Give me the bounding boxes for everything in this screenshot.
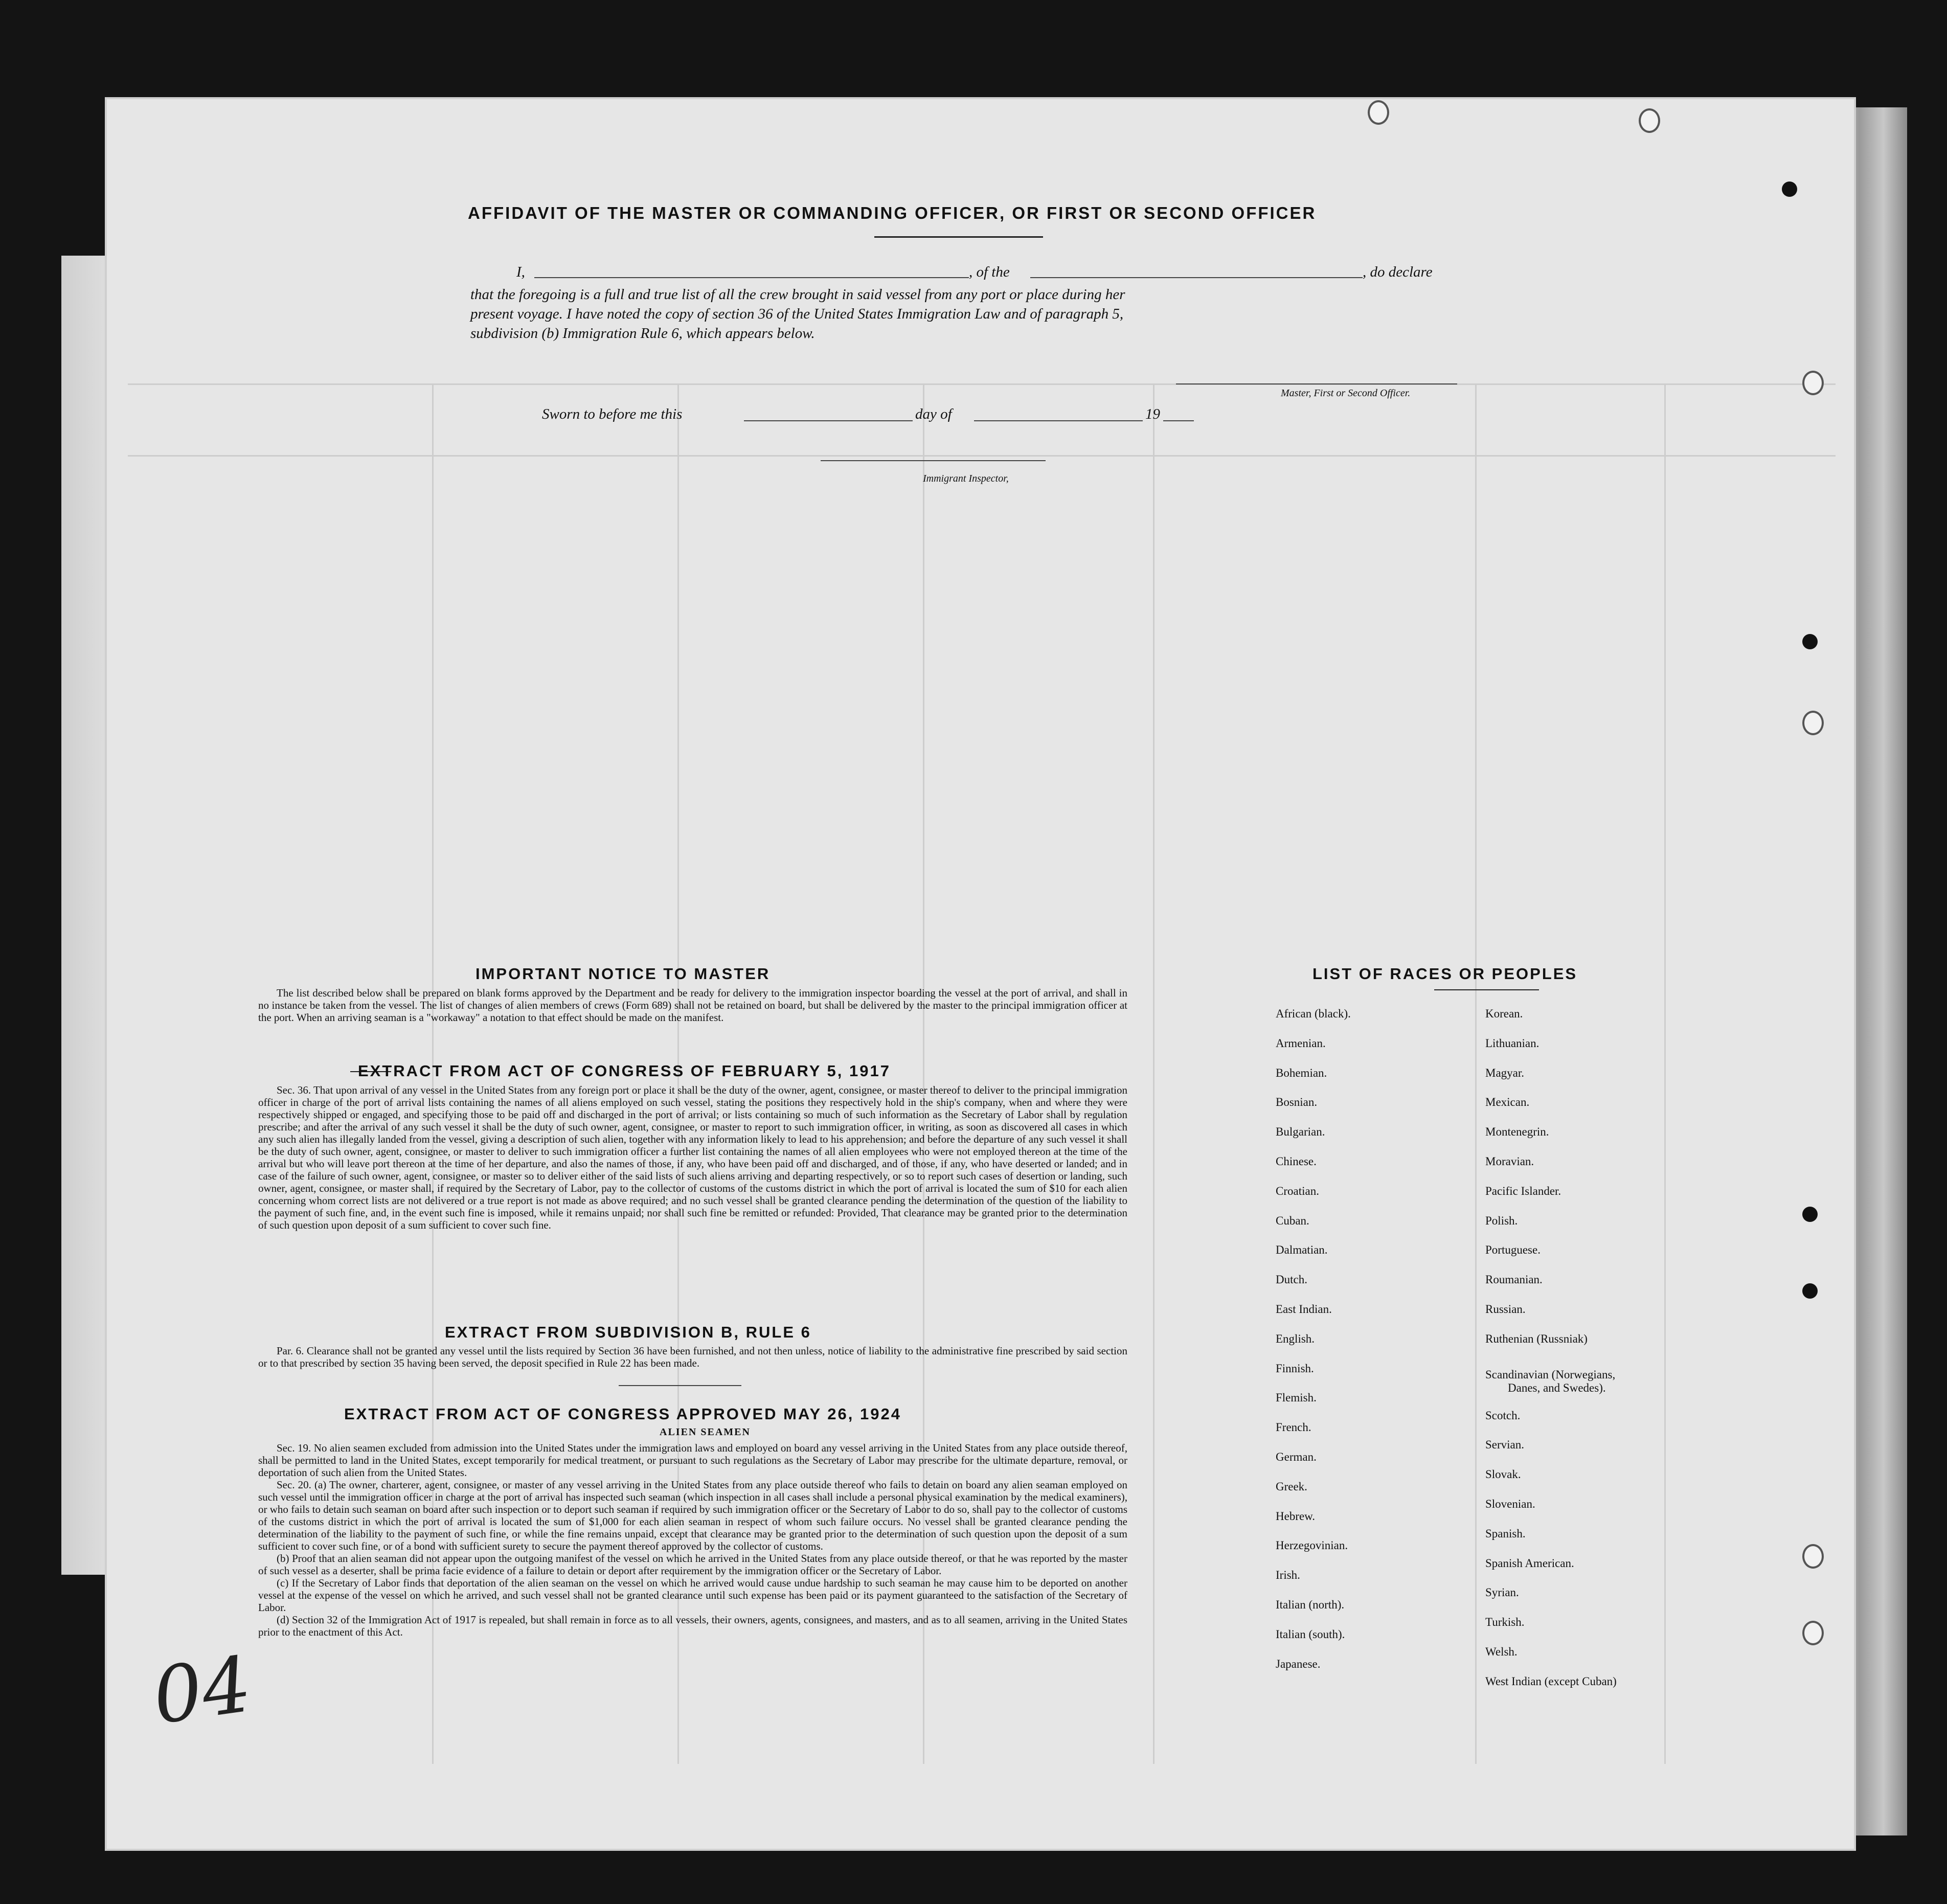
race-item: Irish.	[1276, 1569, 1300, 1582]
race-item: Spanish American.	[1485, 1556, 1574, 1570]
race-item: Syrian.	[1485, 1586, 1519, 1599]
race-item: Italian (south).	[1276, 1627, 1345, 1641]
race-item: Lithuanian.	[1485, 1036, 1540, 1050]
races-title-rule	[1434, 989, 1539, 990]
vessel-blank-line	[1030, 277, 1363, 278]
inspector-caption: Immigrant Inspector,	[923, 473, 1009, 484]
affidavit-i-label: I,	[516, 264, 525, 280]
sworn-label: Sworn to before me this	[542, 406, 683, 422]
race-item: Magyar.	[1485, 1066, 1525, 1079]
affidavit-line-2: that the foregoing is a full and true list of all the crew brought in said vessel from any port or place during her	[470, 286, 1125, 303]
race-item: Servian.	[1485, 1438, 1525, 1452]
race-item: Portuguese.	[1485, 1243, 1541, 1257]
punch-hole	[1802, 1621, 1824, 1645]
race-item: Cuban.	[1276, 1214, 1309, 1227]
race-item: Slovak.	[1485, 1468, 1521, 1481]
race-item: Hebrew.	[1276, 1509, 1316, 1523]
affidavit-line-3: present voyage. I have noted the copy of section 36 of the United States Immigration Law and of paragraph 5,	[470, 306, 1124, 322]
extract-1924-para-3: (b) Proof that an alien seaman did not appear upon the outgoing manifest of the vessel on which he arrived in the United States from any place outside thereof, or that he was reported by the master of such vessel as a deserter, shall be prima facie evidence of a failure to detain or deport after requirement by the immigration officer or the Secretary of Labor.	[258, 1552, 1127, 1577]
race-item: West Indian (except Cuban)	[1485, 1674, 1617, 1688]
affidavit-declare-label: , do declare	[1363, 264, 1433, 280]
race-item: Chinese.	[1276, 1154, 1317, 1168]
extract-1917-title: EXTRACT FROM ACT OF CONGRESS OF FEBRUARY 5, 1917	[358, 1062, 891, 1080]
punch-hole	[1802, 1283, 1818, 1299]
extract-1924-subtitle: ALIEN SEAMEN	[660, 1426, 751, 1438]
race-item: Pacific Islander.	[1485, 1184, 1561, 1197]
race-item: Polish.	[1485, 1214, 1518, 1227]
officer-signature-line	[1176, 383, 1457, 384]
year-label: 19	[1145, 406, 1160, 422]
race-item: East Indian.	[1276, 1302, 1332, 1316]
race-item: Roumanian.	[1485, 1273, 1543, 1286]
punch-hole	[1802, 371, 1824, 395]
sworn-year-line	[1163, 420, 1194, 421]
race-item: German.	[1276, 1450, 1317, 1463]
race-item-scandinavian	[1485, 1362, 1617, 1409]
race-item-line: Scandinavian (Norwegians,	[1485, 1368, 1616, 1381]
document-page	[105, 97, 1856, 1851]
notice-text: The list described below shall be prepared on blank forms approved by the Department and be ready for delivery to the immigration inspector boarding the vessel at the port of arrival, and shall in no instance be taken from the vessel. The list of changes of alien members of crews (Form 689) shall not be retained on board, but shall be delivered by the master to the principal immigration officer at the port. When an arriving seaman is a "workaway" a notation to that effect should be made on the manifest.	[258, 987, 1127, 1024]
punch-hole	[1802, 1544, 1824, 1569]
race-item: French.	[1276, 1421, 1311, 1434]
punch-hole	[1639, 108, 1660, 133]
race-item: Dalmatian.	[1276, 1243, 1328, 1257]
race-item: Japanese.	[1276, 1657, 1321, 1670]
race-item: Scotch.	[1485, 1409, 1521, 1422]
extract-1924-para-5: (d) Section 32 of the Immigration Act of 1917 is repealed, but shall remain in force as to all vessels, their owners, agents, consignees, and masters, and as to all seamen, arriving in the United States prior to the enactment of this Act.	[258, 1614, 1127, 1638]
race-item: Armenian.	[1276, 1036, 1326, 1050]
inspector-signature-line	[821, 460, 1046, 461]
race-item: Ruthenian (Russniak)	[1485, 1332, 1588, 1345]
extract-1924-para-4: (c) If the Secretary of Labor finds that deportation of the alien seaman on the vessel on which he arrived would cause undue hardship to such seaman he may cause him to be deported on another vessel at the expense of the vessel on which he arrived, and such vessel shall not be granted clearance until such expense has been paid or its payment guaranteed to the satisfaction of the Secretary of Labor.	[258, 1577, 1127, 1614]
bleed-through-rule	[128, 383, 1836, 385]
race-item: Welsh.	[1485, 1645, 1518, 1658]
race-item: Moravian.	[1485, 1154, 1534, 1168]
race-item: Russian.	[1485, 1302, 1526, 1316]
extract-1924-para-1: Sec. 19. No alien seamen excluded from admission into the United States under the immigration laws and employed on board any vessel arriving in the United States from any place outside thereof, shall be permitted to land in the United States, except temporarily for medical treatment, or pursuant to such regulations as the Secretary of Labor may prescribe for the ultimate departure, removal, or deportation of such alien from the United States.	[258, 1442, 1127, 1479]
race-item: Slovenian.	[1485, 1497, 1535, 1510]
subdivision-text: Par. 6. Clearance shall not be granted any vessel until the lists required by Section 36 have been furnished, and not then unless, notice of liability to the administrative fine prescribed by said section or to that prescribed by section 35 having been served, the deposit specified in Rule 22 has been made.	[258, 1345, 1127, 1369]
officer-caption: Master, First or Second Officer.	[1281, 388, 1411, 399]
notice-title: IMPORTANT NOTICE TO MASTER	[476, 965, 771, 983]
title-rule	[874, 236, 1043, 238]
bleed-through-rule	[1153, 383, 1154, 1764]
affidavit-title: AFFIDAVIT OF THE MASTER OR COMMANDING OFFICER, OR FIRST OR SECOND OFFICER	[468, 203, 1317, 222]
affidavit-of-the-label: , of the	[969, 264, 1010, 280]
race-item: Dutch.	[1276, 1273, 1307, 1286]
day-of-label: day of	[915, 406, 952, 422]
bleed-through-rule	[128, 455, 1836, 457]
race-item-line: Danes, and Swedes).	[1508, 1381, 1606, 1394]
race-item: Mexican.	[1485, 1096, 1530, 1109]
sworn-day-line	[744, 420, 913, 421]
race-item: Korean.	[1485, 1007, 1523, 1020]
race-item: Montenegrin.	[1485, 1125, 1549, 1139]
handwritten-margin-note: 04	[147, 1640, 257, 1742]
extract-1924-body	[258, 1442, 1127, 1638]
punch-hole	[1368, 100, 1389, 125]
extract-1924-para-2: Sec. 20. (a) The owner, charterer, agent, consignee, or master of any vessel arriving in the United States from any place outside thereof who fails to detain on board any alien seaman employed on such vessel until the immigration officer in charge at the port of arrival has inspected such seaman (which inspection in all cases shall include a personal physical examination by the medical examiners), or who fails to detain such seaman on board after such inspection or to deport such seaman if required by such immigration officer or the Secretary of Labor to do so, shall pay to the collector of customs of the customs district in which the port of arrival is located the sum of $1,000 for each alien seaman in respect of whom such failure occurs. No vessel shall be granted clearance pending the determination of the liability to the payment of such fine, or while the fine remains unpaid, except that clearance may be granted prior to the determination of such question upon the deposit of a sum sufficient to cover such fine, or of a bond with sufficient surety to secure the payment thereof approved by the collector of customs.	[258, 1479, 1127, 1552]
extract-1917-text: Sec. 36. That upon arrival of any vessel in the United States from any foreign port or place it shall be the duty of the owner, agent, consignee, or master thereof to deliver to the principal immigration officer in charge of the port of arrival lists containing the names of all aliens employed on such vessel, stating the positions they respectively hold in the ship's company, when and where they were respectively shipped or engaged, and specifying those to be paid off and discharged in the port of arrival; or lists containing so much of such information as the Secretary of Labor shall by regulation prescribe; and after the arrival of any such vessel it shall be the duty of such owner, agent, consignee, or master to report to such immigration officer, in writing, as soon as discovered all cases in which any such alien has illegally landed from the vessel, giving a description of such alien, together with any information likely to lead to his apprehension; and before the departure of any such vessel it shall be the duty of such owner, agent, consignee, or master to deliver to such immigration officer a further list containing the names of all alien employees who were not employed thereon at the time of the arrival but who will leave port thereon at the time of her departure, and also the names of those, if any, who have been paid off and discharged, and of those, if any, who have deserted or landed; and in case of the failure of such owner, agent, consignee, or master so to deliver either of the said lists of such aliens arriving and departing respectively, or so to report such cases of desertion or landing, such owner, agent, consignee, or master shall, if required by the Secretary of Labor, pay to the collector of customs of the customs district in which the port of arrival is located the sum of $10 for each alien concerning whom correct lists are not delivered or a true report is not made as above required; and no such vessel shall be granted clearance pending the determination of the question of the liability to the payment of such fine, and, in the event such fine is imposed, while it remains unpaid; nor shall such fine be remitted or refunded: Provided, That clearance may be granted prior to the determination of such question upon deposit of a sum sufficient to cover such fine.	[258, 1084, 1127, 1231]
punch-hole	[1782, 182, 1797, 197]
race-item: Flemish.	[1276, 1391, 1317, 1404]
race-item: Bulgarian.	[1276, 1125, 1325, 1139]
races-title: LIST OF RACES OR PEOPLES	[1312, 965, 1578, 983]
races-right-column	[1485, 1007, 1617, 1705]
race-item: Bohemian.	[1276, 1066, 1327, 1079]
name-blank-line	[534, 277, 969, 278]
race-item: Turkish.	[1485, 1616, 1525, 1629]
race-item: Herzegovinian.	[1276, 1539, 1348, 1552]
race-item: Finnish.	[1276, 1362, 1314, 1375]
race-item: Italian (north).	[1276, 1598, 1345, 1611]
race-item: Bosnian.	[1276, 1096, 1318, 1109]
punch-hole	[1802, 711, 1824, 735]
race-item: Greek.	[1276, 1480, 1307, 1493]
race-item: Croatian.	[1276, 1184, 1319, 1197]
race-item: English.	[1276, 1332, 1315, 1345]
race-item: African (black).	[1276, 1007, 1351, 1020]
punch-hole	[1802, 634, 1818, 649]
races-left-column	[1276, 1007, 1351, 1687]
sworn-month-line	[974, 420, 1143, 421]
punch-hole	[1802, 1207, 1818, 1222]
section-rule	[619, 1385, 741, 1386]
affidavit-line-4: subdivision (b) Immigration Rule 6, which appears below.	[470, 325, 815, 342]
bleed-through-rule	[1475, 383, 1477, 1764]
race-item: Spanish.	[1485, 1527, 1526, 1540]
extract-1924-title: EXTRACT FROM ACT OF CONGRESS APPROVED MAY 26, 1924	[344, 1405, 901, 1423]
bleed-through-rule	[1664, 383, 1666, 1764]
subdivision-title: EXTRACT FROM SUBDIVISION B, RULE 6	[445, 1323, 811, 1341]
